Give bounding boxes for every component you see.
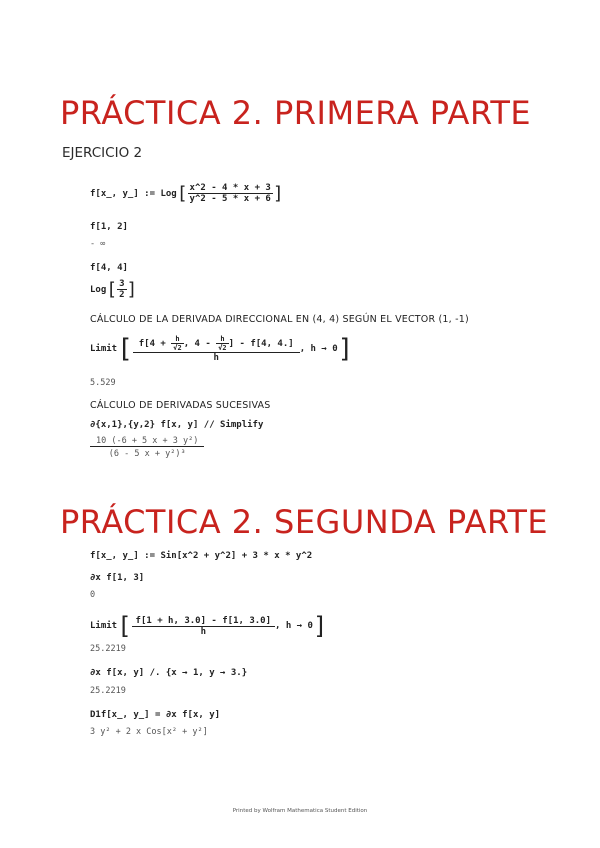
function-definition-2: f[x_, y_] := Sin[x^2 + y^2] + 3 * x * y^2 xyxy=(90,551,313,561)
sqrt2: √2 xyxy=(173,344,182,352)
h-over-sqrt2-b xyxy=(216,335,228,352)
partial-input-2: ∂x f[x, y] /. {x → 1, y → 3.} xyxy=(90,668,248,678)
log-label: Log xyxy=(90,284,107,295)
derivative-numerator: 10 (-6 + 5 x + 3 y²) xyxy=(90,436,204,447)
limit-num-part-b: ] - f[4, 4.] xyxy=(228,339,294,349)
def-numerator: x^2 - 4 * x + 3 xyxy=(189,183,271,193)
close-bracket: ] xyxy=(312,612,328,640)
limit-expression-2 xyxy=(90,612,327,640)
input-f-4-4: f[4, 4] xyxy=(90,263,128,273)
def-fraction xyxy=(188,183,273,204)
limit-output-2: 25.2219 xyxy=(90,644,126,654)
output-f-1-2: - ∞ xyxy=(90,239,106,249)
output-f-4-4 xyxy=(90,279,137,300)
function-definition-1 xyxy=(90,183,284,204)
limit-head: Limit xyxy=(90,621,118,631)
close-bracket: ] xyxy=(337,334,354,364)
close-bracket: ] xyxy=(272,183,284,204)
h: h xyxy=(216,335,228,344)
close-bracket: ] xyxy=(126,279,138,300)
h-over-sqrt2 xyxy=(171,335,183,352)
derivative-fraction xyxy=(90,436,204,459)
log-numerator: 3 xyxy=(119,279,125,289)
def-denominator: y^2 - 5 * x + 6 xyxy=(189,194,271,204)
partial-output-1: 0 xyxy=(90,590,96,600)
limit-fraction xyxy=(133,335,300,363)
d1f-definition: D1f[x_, y_] = ∂x f[x, y] xyxy=(90,710,221,720)
derivative-denominator: (6 - 5 x + y²)³ xyxy=(108,449,186,459)
part2-title: PRÁCTICA 2. SEGUNDA PARTE xyxy=(60,503,549,541)
limit-expression-1 xyxy=(90,334,353,364)
partial-input-1: ∂x f[1, 3] xyxy=(90,573,145,583)
derivative-input: ∂{x,1},{y,2} f[x, y] // Simplify xyxy=(90,420,264,430)
log-fraction xyxy=(117,279,126,300)
derivative-output xyxy=(90,436,204,459)
open-bracket: [ xyxy=(117,334,133,364)
open-bracket: [ xyxy=(176,183,188,204)
sqrt2: √2 xyxy=(218,344,227,352)
open-bracket: [ xyxy=(117,612,132,640)
part1-title: PRÁCTICA 2. PRIMERA PARTE xyxy=(60,94,532,132)
limit-tail-2: , h → 0 xyxy=(275,621,313,631)
limit-tail: , h → 0 xyxy=(299,344,338,354)
limit-output-1: 5.529 xyxy=(90,378,116,388)
input-f-1-2: f[1, 2] xyxy=(90,222,128,232)
limit-num-part-a: f[4 + xyxy=(138,339,172,349)
partial-output-2: 25.2219 xyxy=(90,686,126,696)
limit-numerator xyxy=(133,335,300,353)
h: h xyxy=(171,335,183,344)
footer-note: Printed by Wolfram Mathematica Student Edition xyxy=(232,808,368,814)
def-lhs: f[x_, y_] := Log xyxy=(90,188,177,199)
limit-numerator-2: f[1 + h, 3.0] - f[1, 3.0] xyxy=(132,616,275,627)
limit-denominator: h xyxy=(213,353,219,363)
section-directional-derivative: CÁLCULO DE LA DERIVADA DIRECCIONAL EN (4, 4) SEGÚN EL VECTOR (1, -1) xyxy=(90,314,469,325)
d1f-output: 3 y² + 2 x Cos[x² + y²] xyxy=(90,727,208,737)
limit-fraction-2 xyxy=(132,616,275,637)
section-successive-derivatives: CÁLCULO DE DERIVADAS SUCESIVAS xyxy=(90,400,271,411)
limit-head: Limit xyxy=(90,344,118,354)
exercise-heading: EJERCICIO 2 xyxy=(62,145,143,161)
log-denominator: 2 xyxy=(119,290,125,300)
limit-denominator-2: h xyxy=(200,626,206,637)
limit-num-mid: , 4 - xyxy=(183,339,217,349)
open-bracket: [ xyxy=(106,279,118,300)
